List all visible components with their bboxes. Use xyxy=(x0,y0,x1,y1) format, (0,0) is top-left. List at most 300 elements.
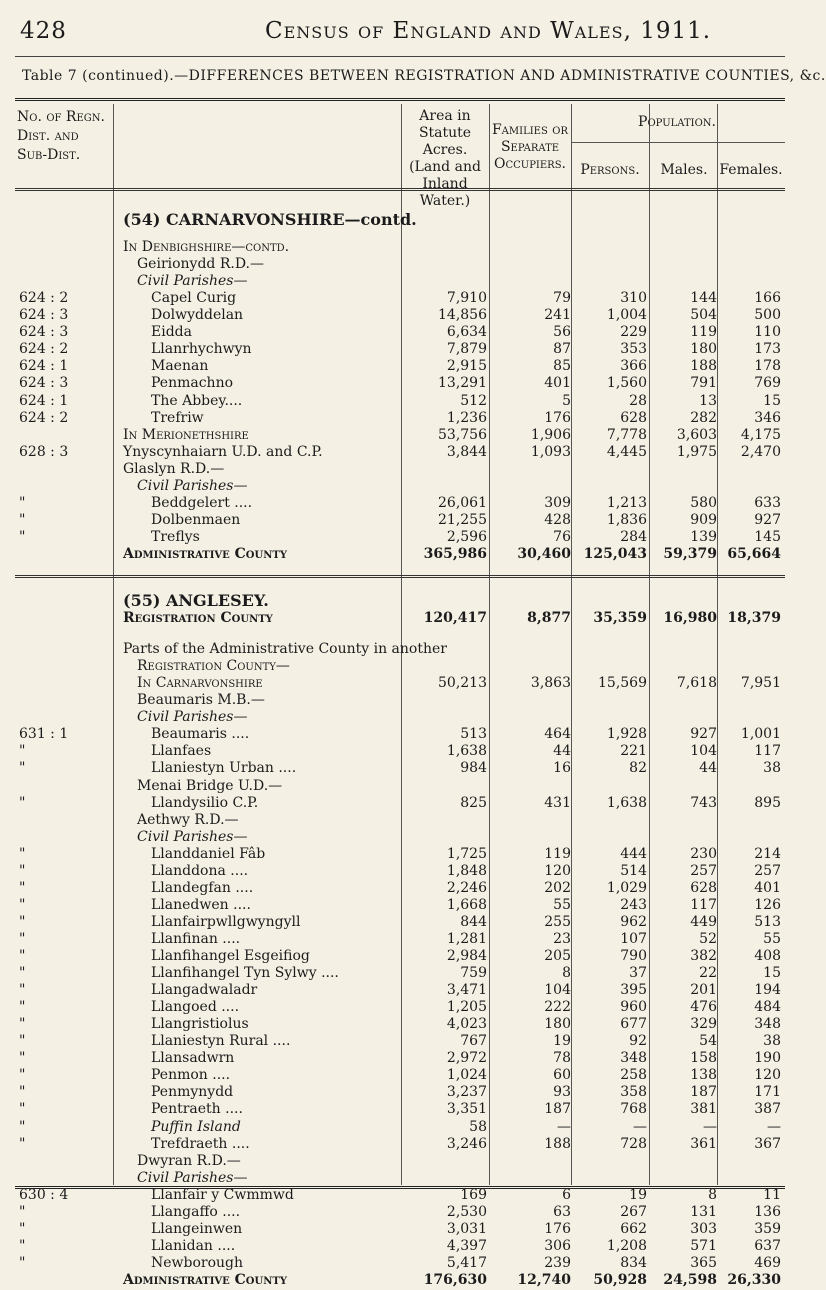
row-pers: 1,836 xyxy=(606,511,647,528)
row-male: 580 xyxy=(690,494,717,511)
row-name: Trefriw xyxy=(151,409,204,426)
row-ref: " xyxy=(19,879,26,896)
row-name: Registration County— xyxy=(137,658,290,675)
header-males: Males. xyxy=(660,162,708,178)
row-name: Menai Bridge U.D.— xyxy=(137,777,283,794)
row-pers: 4,445 xyxy=(606,443,647,460)
row-male: 188 xyxy=(690,358,717,375)
row-male: 449 xyxy=(690,913,717,930)
row-fam: 79 xyxy=(553,290,571,307)
row-fem: 513 xyxy=(754,913,781,930)
row-area: 3,844 xyxy=(446,443,487,460)
row-pers: 768 xyxy=(620,1101,647,1118)
row-ref: 631 : 1 xyxy=(19,726,69,743)
row-fam: 30,460 xyxy=(517,545,571,562)
row-fam: 431 xyxy=(544,794,571,811)
row-ref: 624 : 3 xyxy=(19,324,69,341)
row-fam: 205 xyxy=(544,948,571,964)
row-area: 2,246 xyxy=(446,879,487,896)
row-name: Llanedwen .... xyxy=(151,896,251,913)
row-pers: 37 xyxy=(629,965,647,982)
row-area: 513 xyxy=(460,726,487,743)
row-fem: 484 xyxy=(754,999,781,1016)
row-pers: 358 xyxy=(620,1084,647,1101)
row-pers: 284 xyxy=(620,528,647,545)
header-area: Area in Statute Acres. (Land and Inland Water.) xyxy=(409,108,481,209)
row-name: Civil Parishes— xyxy=(137,828,248,845)
row-pers: 125,043 xyxy=(583,545,647,562)
table-row xyxy=(15,210,785,230)
row-fem: 15 xyxy=(763,965,781,982)
row-fam: 119 xyxy=(544,845,571,862)
section-rule xyxy=(15,575,785,578)
row-pers: 243 xyxy=(620,896,647,913)
row-pers: 229 xyxy=(620,324,647,341)
row-name: Llanfairpwllgwyngyll xyxy=(151,913,301,930)
row-ref: " xyxy=(19,1203,26,1220)
row-pers: 444 xyxy=(620,845,647,862)
row-pers: 82 xyxy=(629,760,647,777)
row-ref: " xyxy=(19,896,26,913)
row-name: The Abbey.... xyxy=(151,392,243,409)
row-name: Dolbenmaen xyxy=(151,511,241,528)
row-ref: " xyxy=(19,1135,26,1152)
row-fem: 26,330 xyxy=(727,1271,781,1288)
row-fam: 239 xyxy=(544,1254,571,1271)
row-fem: 55 xyxy=(763,930,781,947)
row-name: Llanrhychwyn xyxy=(151,341,252,358)
row-fem: 11 xyxy=(763,1186,781,1203)
row-fem: 145 xyxy=(754,528,781,545)
row-pers: 50,928 xyxy=(593,1271,647,1288)
row-name: Llanddaniel Fâb xyxy=(151,845,266,862)
row-pers: 1,928 xyxy=(606,726,647,743)
row-male: 104 xyxy=(690,743,717,760)
row-fem: 4,175 xyxy=(740,426,781,443)
row-area: 1,205 xyxy=(446,999,487,1016)
row-pers: 960 xyxy=(620,999,647,1016)
row-fam: 93 xyxy=(553,1084,571,1101)
row-pers: 1,213 xyxy=(606,494,647,511)
row-name: Civil Parishes— xyxy=(137,273,248,290)
row-ref: " xyxy=(19,1254,26,1271)
header-population: Population. xyxy=(638,114,716,130)
row-area: 1,236 xyxy=(446,409,487,426)
row-name: Llangristiolus xyxy=(151,1016,249,1033)
row-male: 329 xyxy=(690,1016,717,1033)
row-name: Llandegfan .... xyxy=(151,879,254,896)
row-area: 767 xyxy=(460,1033,487,1050)
row-fam: 12,740 xyxy=(517,1271,571,1288)
row-pers: 107 xyxy=(620,930,647,947)
row-fam: — xyxy=(557,1118,571,1135)
row-name: Penmynydd xyxy=(151,1084,234,1101)
row-fem: 117 xyxy=(754,743,781,760)
row-male: 22 xyxy=(699,965,717,982)
row-name: Llansadwrn xyxy=(151,1050,235,1067)
row-male: 139 xyxy=(690,528,717,545)
row-ref: " xyxy=(19,965,26,982)
row-male: 382 xyxy=(690,948,717,964)
row-pers: 92 xyxy=(629,1033,647,1050)
row-fam: 428 xyxy=(544,511,571,528)
row-area: 1,638 xyxy=(446,743,487,760)
row-area: 21,255 xyxy=(438,511,487,528)
row-fem: 15 xyxy=(763,392,781,409)
row-ref: " xyxy=(19,1050,26,1067)
row-area: 4,023 xyxy=(446,1016,487,1033)
row-fem: 1,001 xyxy=(740,726,781,743)
row-area: 3,237 xyxy=(446,1084,487,1101)
row-name: Llanfaes xyxy=(151,743,212,760)
header-females: Females. xyxy=(719,162,783,178)
header-rule xyxy=(15,56,785,57)
table-row xyxy=(15,608,785,628)
row-fam: 63 xyxy=(553,1203,571,1220)
row-fam: 55 xyxy=(553,896,571,913)
row-name: Llanfihangel Esgeifiog xyxy=(151,948,310,964)
row-ref: 624 : 2 xyxy=(19,341,69,358)
row-area: 6,634 xyxy=(446,324,487,341)
row-male: 158 xyxy=(690,1050,717,1067)
row-ref: " xyxy=(19,511,26,528)
row-ref: 624 : 3 xyxy=(19,375,69,392)
row-area: 365,986 xyxy=(423,545,487,562)
row-fem: 38 xyxy=(763,1033,781,1050)
row-fam: 241 xyxy=(544,307,571,324)
row-area: 3,471 xyxy=(446,982,487,999)
row-area: 7,910 xyxy=(446,290,487,307)
row-male: 282 xyxy=(690,409,717,426)
row-fam: 19 xyxy=(553,1033,571,1050)
row-pers: 221 xyxy=(620,743,647,760)
row-male: 13 xyxy=(699,392,717,409)
row-fam: 180 xyxy=(544,1016,571,1033)
row-ref: " xyxy=(19,1220,26,1237)
row-male: 303 xyxy=(690,1220,717,1237)
row-ref: " xyxy=(19,862,26,879)
row-ref: 630 : 4 xyxy=(19,1186,69,1203)
row-male: 628 xyxy=(690,879,717,896)
row-fam: 306 xyxy=(544,1237,571,1254)
table xyxy=(15,104,785,1288)
row-fam: 87 xyxy=(553,341,571,358)
row-male: 504 xyxy=(690,307,717,324)
row-ref: " xyxy=(19,760,26,777)
row-pers: 310 xyxy=(620,290,647,307)
row-area: 1,668 xyxy=(446,896,487,913)
row-area: 1,725 xyxy=(446,845,487,862)
row-pers: 395 xyxy=(620,982,647,999)
row-name: Civil Parishes— xyxy=(137,1169,248,1186)
table-title: Table 7 (continued).—DIFFERENCES BETWEEN REGISTRATION AND ADMINISTRATIVE COUNTIES, &c. xyxy=(22,68,826,84)
row-ref: " xyxy=(19,494,26,511)
row-name: In Denbighshire—contd. xyxy=(123,239,290,256)
row-fem: 136 xyxy=(754,1203,781,1220)
row-male: — xyxy=(703,1118,717,1135)
row-pers: 7,778 xyxy=(606,426,647,443)
row-fem: 171 xyxy=(754,1084,781,1101)
row-pers: 790 xyxy=(620,948,647,964)
row-fam: 176 xyxy=(544,409,571,426)
row-area: 1,848 xyxy=(446,862,487,879)
row-fem: 166 xyxy=(754,290,781,307)
row-ref: 624 : 3 xyxy=(19,307,69,324)
row-fem: — xyxy=(767,1118,781,1135)
row-name: Dwyran R.D.— xyxy=(137,1152,241,1169)
row-male: 24,598 xyxy=(663,1271,717,1288)
row-area: 2,984 xyxy=(446,948,487,964)
row-fem: 178 xyxy=(754,358,781,375)
row-fem: 633 xyxy=(754,494,781,511)
row-name: Newborough xyxy=(151,1254,244,1271)
row-ref: " xyxy=(19,794,26,811)
row-name: Llanfinan .... xyxy=(151,930,241,947)
row-fam: 44 xyxy=(553,743,571,760)
row-area: 58 xyxy=(469,1118,487,1135)
row-male: 44 xyxy=(699,760,717,777)
row-name: Llaniestyn Rural .... xyxy=(151,1033,291,1050)
row-male: 52 xyxy=(699,930,717,947)
row-male: 257 xyxy=(690,862,717,879)
row-fem: 469 xyxy=(754,1254,781,1271)
row-ref: " xyxy=(19,1118,26,1135)
row-fem: 408 xyxy=(754,948,781,964)
row-area: 759 xyxy=(460,965,487,982)
row-area: 3,031 xyxy=(446,1220,487,1237)
row-pers: 35,359 xyxy=(593,610,647,627)
row-fem: 401 xyxy=(754,879,781,896)
page-number: 428 xyxy=(20,18,67,44)
row-pers: 728 xyxy=(620,1135,647,1152)
row-ref: " xyxy=(19,930,26,947)
row-fam: 60 xyxy=(553,1067,571,1084)
row-fem: 18,379 xyxy=(727,610,781,627)
row-name: In Carnarvonshire xyxy=(137,675,263,692)
row-name: Maenan xyxy=(151,358,209,375)
row-fem: 7,951 xyxy=(740,675,781,692)
row-male: 59,379 xyxy=(663,545,717,562)
row-name: Glaslyn R.D.— xyxy=(123,460,225,477)
row-fam: 76 xyxy=(553,528,571,545)
row-male: 381 xyxy=(690,1101,717,1118)
row-name: Llanddona .... xyxy=(151,862,249,879)
row-fam: 309 xyxy=(544,494,571,511)
row-male: 571 xyxy=(690,1237,717,1254)
row-ref: 624 : 2 xyxy=(19,290,69,307)
row-male: 476 xyxy=(690,999,717,1016)
row-area: 825 xyxy=(460,794,487,811)
row-pers: 348 xyxy=(620,1050,647,1067)
row-male: 743 xyxy=(690,794,717,811)
table-row xyxy=(15,544,785,564)
row-area: 4,397 xyxy=(446,1237,487,1254)
row-ref: " xyxy=(19,845,26,862)
row-name: Llandysilio C.P. xyxy=(151,794,259,811)
row-name: Administrative County xyxy=(123,545,287,562)
row-area: 120,417 xyxy=(423,610,487,627)
row-male: 230 xyxy=(690,845,717,862)
row-ref: " xyxy=(19,1237,26,1254)
row-area: 984 xyxy=(460,760,487,777)
row-fem: 173 xyxy=(754,341,781,358)
row-male: 791 xyxy=(690,375,717,392)
row-fem: 214 xyxy=(754,845,781,862)
row-male: 1,975 xyxy=(676,443,717,460)
row-name: Treflys xyxy=(151,528,200,545)
row-fam: 120 xyxy=(544,862,571,879)
row-male: 117 xyxy=(690,896,717,913)
row-area: 1,024 xyxy=(446,1067,487,1084)
row-pers: 962 xyxy=(620,913,647,930)
row-pers: 1,638 xyxy=(606,794,647,811)
row-fam: 56 xyxy=(553,324,571,341)
row-pers: — xyxy=(633,1118,647,1135)
row-name: Beddgelert .... xyxy=(151,494,253,511)
row-name: Dolwyddelan xyxy=(151,307,244,324)
row-name: Civil Parishes— xyxy=(137,477,248,494)
row-name: Llangadwaladr xyxy=(151,982,258,999)
row-area: 169 xyxy=(460,1186,487,1203)
row-pers: 19 xyxy=(629,1186,647,1203)
row-ref: " xyxy=(19,948,26,964)
row-fam: 464 xyxy=(544,726,571,743)
row-fem: 769 xyxy=(754,375,781,392)
row-area: 26,061 xyxy=(438,494,487,511)
row-fam: 8,877 xyxy=(527,610,571,627)
row-fam: 1,093 xyxy=(530,443,571,460)
header-ref: No. of Regn. Dist. and Sub-Dist. xyxy=(17,109,105,163)
row-ref: " xyxy=(19,1033,26,1050)
row-name: Penmon .... xyxy=(151,1067,231,1084)
row-ref: " xyxy=(19,982,26,999)
row-male: 138 xyxy=(690,1067,717,1084)
row-fam: 187 xyxy=(544,1101,571,1118)
row-male: 54 xyxy=(699,1033,717,1050)
row-area: 2,915 xyxy=(446,358,487,375)
row-area: 13,291 xyxy=(438,375,487,392)
row-name: Parts of the Administrative County in another xyxy=(123,641,447,658)
row-pers: 15,569 xyxy=(598,675,647,692)
row-name: Pentraeth .... xyxy=(151,1101,243,1118)
row-name: Llaniestyn Urban .... xyxy=(151,760,297,777)
row-fam: 85 xyxy=(553,358,571,375)
row-male: 3,603 xyxy=(676,426,717,443)
row-fem: 38 xyxy=(763,760,781,777)
row-name: Puffin Island xyxy=(151,1118,241,1135)
row-area: 1,281 xyxy=(446,930,487,947)
row-fam: 176 xyxy=(544,1220,571,1237)
row-fem: 367 xyxy=(754,1135,781,1152)
row-ref: " xyxy=(19,1101,26,1118)
row-pers: 1,029 xyxy=(606,879,647,896)
row-pers: 1,208 xyxy=(606,1237,647,1254)
row-fam: 16 xyxy=(553,760,571,777)
row-fam: 6 xyxy=(562,1186,571,1203)
row-name: Ynyscynhaiarn U.D. and C.P. xyxy=(123,443,323,460)
row-fam: 5 xyxy=(562,392,571,409)
row-name: Llangeinwen xyxy=(151,1220,243,1237)
row-name: (54) CARNARVONSHIRE—contd. xyxy=(123,210,417,229)
row-fem: 194 xyxy=(754,982,781,999)
row-fem: 637 xyxy=(754,1237,781,1254)
row-fem: 348 xyxy=(754,1016,781,1033)
row-male: 7,618 xyxy=(676,675,717,692)
row-name: Llangoed .... xyxy=(151,999,240,1016)
row-area: 3,351 xyxy=(446,1101,487,1118)
row-male: 180 xyxy=(690,341,717,358)
row-fam: 3,863 xyxy=(530,675,571,692)
row-fem: 500 xyxy=(754,307,781,324)
row-name: Capel Curig xyxy=(151,290,237,307)
row-pers: 628 xyxy=(620,409,647,426)
row-fem: 126 xyxy=(754,896,781,913)
row-male: 361 xyxy=(690,1135,717,1152)
row-pers: 267 xyxy=(620,1203,647,1220)
row-fam: 23 xyxy=(553,930,571,947)
row-ref: " xyxy=(19,743,26,760)
row-area: 14,856 xyxy=(438,307,487,324)
row-pers: 834 xyxy=(620,1254,647,1271)
row-fem: 895 xyxy=(754,794,781,811)
row-fem: 65,664 xyxy=(727,545,781,562)
row-area: 2,530 xyxy=(446,1203,487,1220)
row-fam: 104 xyxy=(544,982,571,999)
row-pers: 1,004 xyxy=(606,307,647,324)
row-area: 50,213 xyxy=(438,675,487,692)
row-name: Llangaffo .... xyxy=(151,1203,241,1220)
row-fam: 1,906 xyxy=(530,426,571,443)
row-pers: 677 xyxy=(620,1016,647,1033)
row-male: 201 xyxy=(690,982,717,999)
row-area: 2,596 xyxy=(446,528,487,545)
running-title: Census of England and Wales, 1911. xyxy=(265,18,712,44)
row-male: 8 xyxy=(708,1186,717,1203)
row-male: 131 xyxy=(690,1203,717,1220)
row-pers: 258 xyxy=(620,1067,647,1084)
table-row xyxy=(15,1270,785,1290)
row-male: 119 xyxy=(690,324,717,341)
row-fam: 255 xyxy=(544,913,571,930)
row-area: 5,417 xyxy=(446,1254,487,1271)
row-ref: " xyxy=(19,1084,26,1101)
row-male: 365 xyxy=(690,1254,717,1271)
row-pers: 1,560 xyxy=(606,375,647,392)
row-name: Geirionydd R.D.— xyxy=(137,256,265,273)
row-fem: 346 xyxy=(754,409,781,426)
row-name: Beaumaris .... xyxy=(151,726,250,743)
row-name: Civil Parishes— xyxy=(137,709,248,726)
row-fam: 222 xyxy=(544,999,571,1016)
row-name: Beaumaris M.B.— xyxy=(137,692,265,709)
row-fam: 8 xyxy=(562,965,571,982)
row-fem: 2,470 xyxy=(740,443,781,460)
row-ref: " xyxy=(19,1016,26,1033)
row-name: Llanfair y Cwmmwd xyxy=(151,1186,294,1203)
row-fam: 78 xyxy=(553,1050,571,1067)
row-area: 53,756 xyxy=(438,426,487,443)
row-fem: 387 xyxy=(754,1101,781,1118)
row-ref: " xyxy=(19,999,26,1016)
row-ref: " xyxy=(19,1067,26,1084)
row-area: 3,246 xyxy=(446,1135,487,1152)
row-male: 16,980 xyxy=(663,610,717,627)
header-bottom-rule xyxy=(15,188,785,191)
row-fam: 401 xyxy=(544,375,571,392)
row-ref: 624 : 2 xyxy=(19,409,69,426)
row-fam: 188 xyxy=(544,1135,571,1152)
row-ref: " xyxy=(19,528,26,545)
